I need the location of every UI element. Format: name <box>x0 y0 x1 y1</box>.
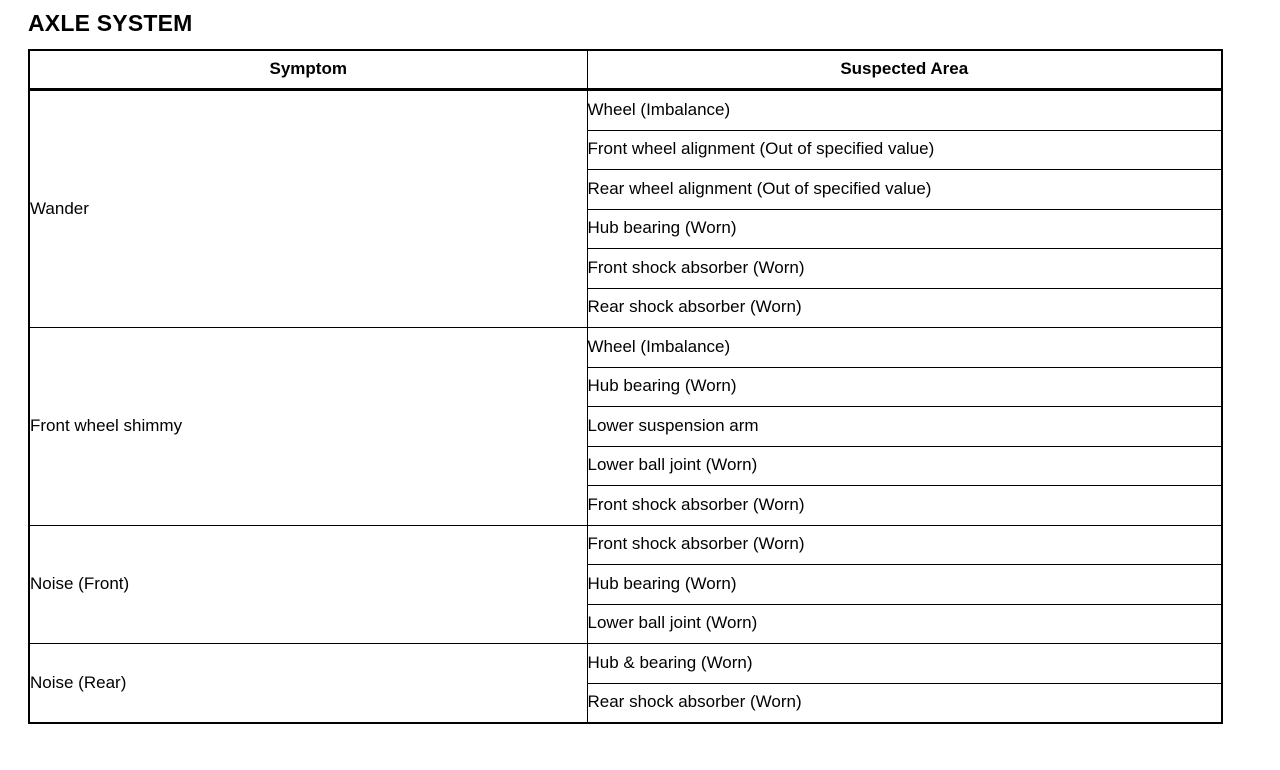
suspected-area-text: Hub bearing (Worn) <box>587 218 737 238</box>
suspected-area-cell <box>587 683 1222 723</box>
table-header-row <box>29 50 1222 90</box>
suspected-area-text: Wheel (Imbalance) <box>587 99 731 119</box>
table-row <box>29 328 1222 368</box>
suspected-area-text: Rear shock absorber (Worn) <box>587 297 802 317</box>
suspected-area-text: Front shock absorber (Worn) <box>587 534 805 554</box>
column-header-symptom: Symptom <box>29 50 587 90</box>
symptom-text: Noise (Rear) <box>30 672 127 692</box>
suspected-area-text: Hub bearing (Worn) <box>587 573 737 593</box>
suspected-area-cell <box>587 446 1222 486</box>
table-row <box>29 90 1222 131</box>
suspected-area-text: Rear wheel alignment (Out of specified value) <box>587 178 932 198</box>
suspected-area-text: Front shock absorber (Worn) <box>587 257 805 277</box>
table-row <box>29 525 1222 565</box>
suspected-area-text: Lower ball joint (Worn) <box>587 455 758 475</box>
suspected-area-cell <box>587 525 1222 565</box>
table-header <box>29 50 1222 90</box>
suspected-area-text: Hub bearing (Worn) <box>587 376 737 396</box>
suspected-area-cell <box>587 644 1222 684</box>
suspected-area-cell <box>587 249 1222 289</box>
suspected-area-cell <box>587 209 1222 249</box>
suspected-area-text: Lower ball joint (Worn) <box>587 613 758 633</box>
suspected-area-text: Rear shock absorber (Worn) <box>587 692 802 712</box>
symptom-cell <box>29 525 587 644</box>
page-title: AXLE SYSTEM <box>28 10 193 36</box>
suspected-area-cell <box>587 604 1222 644</box>
suspected-area-cell <box>587 170 1222 210</box>
suspected-area-text: Lower suspension arm <box>587 415 759 435</box>
suspected-area-cell <box>587 90 1222 131</box>
symptom-cell <box>29 328 587 526</box>
suspected-area-cell <box>587 328 1222 368</box>
symptom-cell <box>29 644 587 724</box>
suspected-area-text: Front shock absorber (Worn) <box>587 494 805 514</box>
suspected-area-cell <box>587 130 1222 170</box>
table-row <box>29 644 1222 684</box>
suspected-area-cell <box>587 367 1222 407</box>
suspected-area-cell <box>587 407 1222 447</box>
symptom-text: Noise (Front) <box>30 573 130 593</box>
symptom-cell <box>29 90 587 328</box>
suspected-area-cell <box>587 565 1222 605</box>
suspected-area-cell <box>587 486 1222 526</box>
suspected-area-text: Hub & bearing (Worn) <box>587 652 753 672</box>
suspected-area-text: Wheel (Imbalance) <box>587 336 731 356</box>
suspected-area-text: Front wheel alignment (Out of specified value) <box>587 139 935 159</box>
column-header-suspected-area: Suspected Area <box>587 50 1222 90</box>
symptom-table-container <box>28 49 1221 724</box>
table-body <box>29 90 1222 724</box>
symptom-text: Wander <box>30 198 89 218</box>
suspected-area-cell <box>587 288 1222 328</box>
symptom-text: Front wheel shimmy <box>30 415 183 435</box>
symptom-suspected-area-table <box>28 49 1223 724</box>
